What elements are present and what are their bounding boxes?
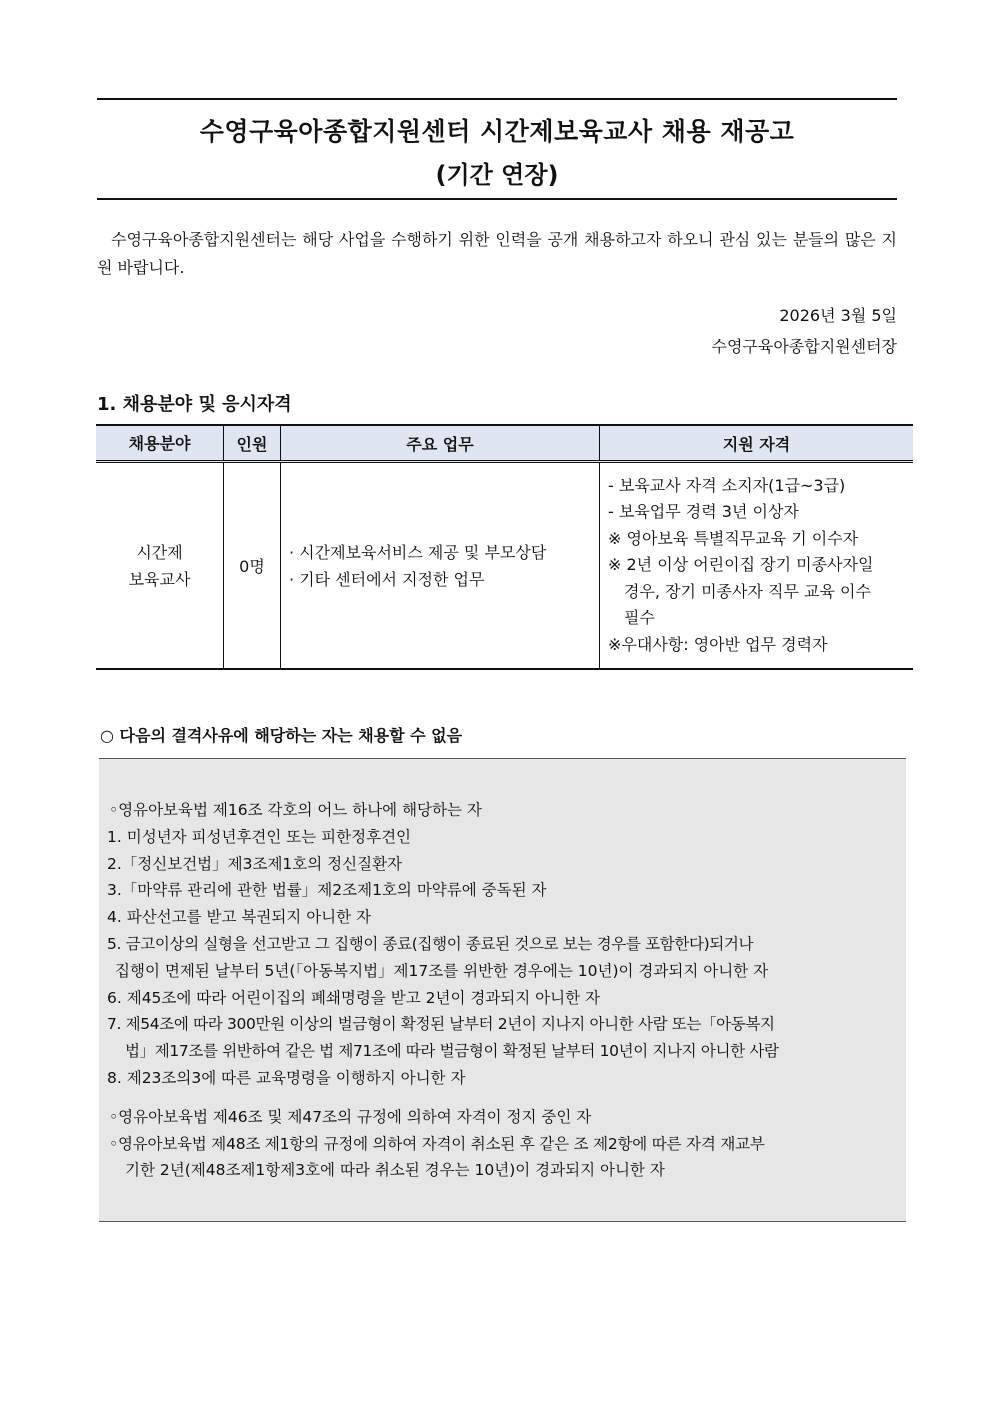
- cell-requirements: [600, 462, 914, 670]
- requirement-item: ※ 영아보육 특별직무교육 기 이수자: [608, 528, 859, 548]
- header-field: 채용분야: [96, 425, 224, 462]
- intro-paragraph: 수영구육아종합지원센터는 해당 사업을 수행하기 위한 인력을 공개 채용하고자 하오니 관심 있는 분들의 많은 지원 바랍니다.: [97, 230, 897, 277]
- title-block: [97, 98, 897, 200]
- disqualification-box: [99, 758, 906, 1222]
- list-item: 8. 제23조의3에 따른 교육명령을 이행하지 아니한 자: [107, 1068, 466, 1087]
- duty-item: · 시간제보육서비스 제공 및 부모상담: [289, 542, 547, 562]
- disqualification-list: [107, 797, 902, 1184]
- requirement-item: - 보육교사 자격 소지자(1급~3급): [608, 475, 846, 495]
- header-count: 인원: [224, 425, 281, 462]
- page-subtitle: (기간 연장): [435, 161, 559, 189]
- cell-duties: [281, 462, 600, 670]
- field-line: 보육교사: [128, 569, 191, 589]
- list-item: 법」제17조를 위반하여 같은 법 제71조에 따라 벌금형이 확정된 날부터 10년이 지나지 아니한 사람: [125, 1042, 779, 1061]
- disqualification-extra: ◦영유아보육법 제48조 제1항의 규정에 의하여 자격이 취소된 후 같은 조 제2항에 따른 자격 재교부: [109, 1134, 765, 1153]
- list-item: 6. 제45조에 따라 어린이집의 폐쇄명령을 받고 2년이 경과되지 아니한 자: [107, 988, 600, 1007]
- requirement-item: ※우대사항: 영아반 업무 경력자: [608, 634, 828, 654]
- notice-issuer: 수영구육아종합지원센터장: [711, 337, 897, 356]
- disqualification-intro: ◦영유아보육법 제16조 각호의 어느 하나에 해당하는 자: [109, 801, 482, 819]
- requirement-item: ※ 2년 이상 어린이집 장기 미종사자일: [608, 555, 874, 575]
- list-item: 3.「마약류 관리에 관한 법률」제2조제1호의 마약류에 중독된 자: [107, 881, 547, 900]
- disqualification-extra: 기한 2년(제48조제1항제3호에 따라 취소된 경우는 10년)이 경과되지 아니한 자: [125, 1161, 665, 1180]
- requirement-item: 필수: [624, 608, 655, 628]
- list-item: 1. 미성년자 피성년후견인 또는 피한정후견인: [107, 827, 412, 846]
- disqualification-heading: ○ 다음의 결격사유에 해당하는 자는 채용할 수 없음: [100, 726, 463, 745]
- cell-count: 0명: [224, 462, 281, 670]
- notice-date: 2026년 3월 5일: [779, 306, 897, 325]
- list-item: 4. 파산선고를 받고 복권되지 아니한 자: [107, 908, 372, 927]
- page-title: 수영구육아종합지원센터 시간제보육교사 채용 재공고: [199, 117, 795, 146]
- header-requirements: 지원 자격: [600, 425, 914, 462]
- list-item: 5. 금고이상의 실형을 선고받고 그 집행이 종료(집행이 종료된 것으로 보는 경우를 포함한다)되거나: [107, 934, 754, 953]
- header-duties: 주요 업무: [281, 425, 600, 462]
- recruitment-table: [96, 424, 913, 670]
- list-item: 집행이 면제된 날부터 5년(「아동복지법」제17조를 위반한 경우에는 10년)이 경과되지 아니한 자: [115, 961, 769, 980]
- list-item: 2.「정신보건법」제3조제1호의 정신질환자: [107, 854, 403, 873]
- cell-field: [96, 462, 224, 670]
- spacer: [107, 1092, 902, 1104]
- section-heading-recruitment: 1. 채용분야 및 응시자격: [97, 394, 292, 415]
- requirement-item: - 보육업무 경력 3년 이상자: [608, 502, 799, 522]
- field-line: 시간제: [136, 542, 183, 562]
- table-header-row: [96, 425, 913, 462]
- duty-item: · 기타 센터에서 지정한 업무: [289, 569, 485, 589]
- disqualification-extra: ◦영유아보육법 제46조 및 제47조의 규정에 의하여 자격이 정지 중인 자: [109, 1107, 592, 1126]
- requirement-item: 경우, 장기 미종사자 직무 교육 이수: [624, 581, 871, 601]
- list-item: 7. 제54조에 따라 300만원 이상의 벌금형이 확정된 날부터 2년이 지나지 아니한 사람 또는「아동복지: [107, 1015, 775, 1034]
- table-row: [96, 462, 913, 670]
